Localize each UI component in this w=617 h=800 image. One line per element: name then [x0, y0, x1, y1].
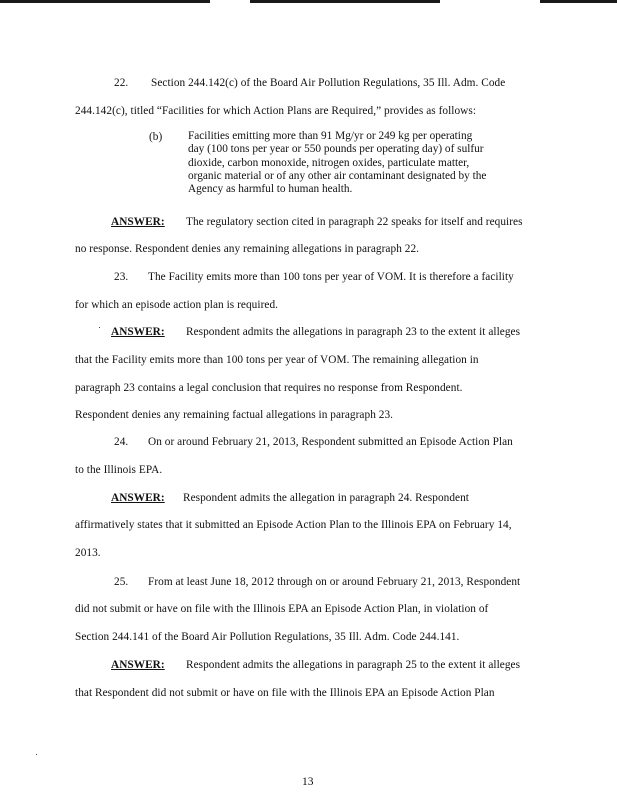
answer-text-line: Respondent admits the allegations in paragraph 23 to the extent it alleges — [186, 326, 521, 338]
paragraph-number: 22. — [114, 77, 129, 89]
quote-text — [188, 130, 528, 196]
scan-speck — [36, 754, 37, 755]
paragraph-text-line: On or around February 21, 2013, Respondent submitted an Episode Action Plan — [148, 436, 513, 448]
quote-label: (b) — [149, 131, 163, 143]
paragraph-text-line: From at least June 18, 2012 through on or around February 21, 2013, Respondent — [148, 576, 521, 588]
answer-label: ANSWER: — [111, 326, 165, 338]
quote-line: Agency as harmful to human health. — [188, 183, 353, 196]
answer-label: ANSWER: — [111, 216, 165, 228]
answer-text-line: paragraph 23 contains a legal conclusion that requires no response from Respondent. — [75, 382, 463, 394]
answer-label: ANSWER: — [111, 659, 165, 671]
answer-text-line: Respondent admits the allegation in paragraph 24. Respondent — [183, 492, 469, 504]
answer-text-line: no response. Respondent denies any remaining allegations in paragraph 22. — [75, 243, 420, 255]
quote-line: Facilities emitting more than 91 Mg/yr or 249 kg per operating — [188, 130, 473, 142]
paragraph-text-line: did not submit or have on file with the Illinois EPA an Episode Action Plan, in violation of — [75, 603, 489, 615]
quote-line: organic material or of any other air contaminant designated by the — [188, 169, 487, 182]
quote-line: dioxide, carbon monoxide, nitrogen oxides, particulate matter, — [188, 156, 470, 169]
answer-text-line: that the Facility emits more than 100 tons per year of VOM. The remaining allegation in — [75, 354, 479, 366]
paragraph-text-line: Section 244.141 of the Board Air Pollution Regulations, 35 Ill. Adm. Code 244.141. — [75, 631, 460, 643]
page-number: 13 — [302, 776, 314, 788]
paragraph-number: 23. — [114, 271, 129, 283]
scan-speck — [99, 327, 100, 328]
paragraph-number: 25. — [114, 576, 129, 588]
paragraph-text-line: The Facility emits more than 100 tons per year of VOM. It is therefore a facility — [148, 271, 514, 283]
scan-top-edge — [0, 0, 617, 4]
answer-text-line: Respondent denies any remaining factual allegations in paragraph 23. — [75, 409, 394, 421]
paragraph-text-line: 244.142(c), titled “Facilities for which Action Plans are Required,” provides as follows: — [75, 105, 477, 117]
paragraph-text-line: for which an episode action plan is required. — [75, 299, 279, 311]
answer-label: ANSWER: — [111, 492, 165, 504]
answer-text-line: that Respondent did not submit or have on file with the Illinois EPA an Episode Action Plan — [75, 687, 495, 699]
paragraph-text-line: to the Illinois EPA. — [75, 464, 163, 476]
answer-text-line: The regulatory section cited in paragraph 22 speaks for itself and requires — [186, 216, 523, 228]
paragraph-text-line: Section 244.142(c) of the Board Air Pollution Regulations, 35 Ill. Adm. Code — [151, 77, 506, 89]
answer-text-line: 2013. — [75, 547, 101, 559]
paragraph-number: 24. — [114, 436, 129, 448]
answer-text-line: affirmatively states that it submitted an Episode Action Plan to the Illinois EPA on February 14, — [75, 519, 512, 531]
quote-line: day (100 tons per year or 550 pounds per operating day) of sulfur — [188, 143, 484, 156]
answer-text-line: Respondent admits the allegations in paragraph 25 to the extent it alleges — [186, 659, 521, 671]
